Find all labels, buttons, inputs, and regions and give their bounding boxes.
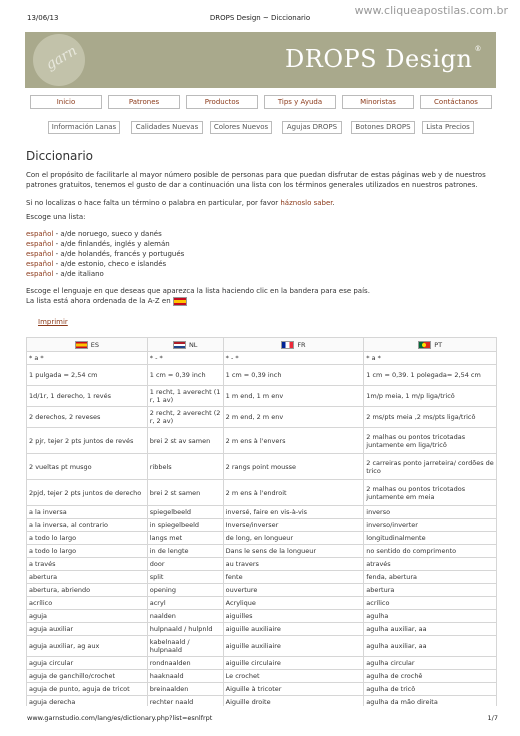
table-cell: ouverture (223, 584, 364, 597)
subnav-agujas-drops[interactable]: Agujas DROPS (282, 121, 342, 134)
list-item (26, 229, 496, 239)
table-cell: agulha de crochê (364, 670, 497, 683)
france-flag-icon (281, 341, 294, 349)
list-desc: - a/de holandés, francés y portugués (53, 250, 185, 258)
table-row (27, 365, 497, 386)
table-cell: brei 2 st av samen (147, 428, 223, 454)
table-cell: através (364, 558, 497, 571)
table-header-row (27, 338, 497, 352)
table-cell: brei 2 st samen (147, 480, 223, 506)
header-pt[interactable] (364, 338, 497, 352)
table-cell: agulha circular (364, 657, 497, 670)
table-cell: * - * (223, 352, 364, 365)
print-url: www.garnstudio.com/lang/es/dictionary.php?list=esnlfrpt (27, 714, 213, 722)
netherlands-flag-icon (173, 341, 186, 349)
table-cell: 2 pjr, tejer 2 pts juntos de revés (27, 428, 148, 454)
list-item (26, 269, 496, 279)
table-cell: 1d/1r, 1 derecho, 1 revés (27, 386, 148, 407)
table-row (27, 670, 497, 683)
table-cell: 1 cm = 0,39 inch (147, 365, 223, 386)
main-nav (30, 95, 492, 109)
table-row (27, 480, 497, 506)
table-row (27, 532, 497, 545)
table-cell: in spiegelbeeld (147, 519, 223, 532)
watermark: www.cliqueapostilas.com.br (354, 4, 508, 17)
table-cell: aiguille circulaire (223, 657, 364, 670)
table-cell: aguja auxiliar, ag aux (27, 636, 148, 657)
list-item (26, 259, 496, 269)
table-row (27, 407, 497, 428)
list-link-espanol[interactable]: español (26, 250, 54, 258)
table-cell: de long, en longueur (223, 532, 364, 545)
table-cell: agulha (364, 610, 497, 623)
list-link-espanol[interactable]: español (26, 270, 54, 278)
table-cell: agulha auxiliar, aa (364, 636, 497, 657)
list-desc: - a/de italiano (53, 270, 104, 278)
table-cell: langs met (147, 532, 223, 545)
table-cell: Aiguille à tricoter (223, 683, 364, 696)
print-date: 13/06/13 (27, 14, 59, 22)
table-cell: 1 cm = 0,39 inch (223, 365, 364, 386)
table-row (27, 519, 497, 532)
table-cell: 1 pulgada = 2,54 cm (27, 365, 148, 386)
registered-mark: ® (474, 45, 482, 53)
table-cell: acrílico (27, 597, 148, 610)
portugal-flag-icon (418, 341, 431, 349)
table-cell: aguja derecha (27, 696, 148, 709)
brand-name (285, 45, 482, 73)
table-cell: aguja circular (27, 657, 148, 670)
nav-inicio[interactable]: Inicio (30, 95, 102, 109)
table-cell: a todo lo largo (27, 532, 148, 545)
table-cell: 2 derechos, 2 reveses (27, 407, 148, 428)
table-row (27, 545, 497, 558)
nav-productos[interactable]: Productos (186, 95, 258, 109)
table-cell: 1m/p meia, 1 m/p liga/tricô (364, 386, 497, 407)
list-desc: - a/de finlandés, inglés y alemán (53, 240, 170, 248)
spain-flag-icon[interactable] (173, 297, 187, 306)
table-cell: inverso/inverter (364, 519, 497, 532)
table-cell: abertura (27, 571, 148, 584)
table-row (27, 428, 497, 454)
list-link-espanol[interactable]: español (26, 240, 54, 248)
contact-link[interactable]: háznoslo saber (280, 199, 333, 207)
ordered-text (26, 296, 496, 306)
brand-text: DROPS Design (285, 45, 473, 73)
table-cell: 2 m ens à l'envers (223, 428, 364, 454)
table-cell: a la inversa, al contrario (27, 519, 148, 532)
table-cell: 1 cm = 0,39. 1 polegada= 2,54 cm (364, 365, 497, 386)
table-cell: * a * (364, 352, 497, 365)
missing-end: . (332, 199, 335, 207)
subnav-lista-precios[interactable]: Lista Precios (422, 121, 474, 134)
table-cell: fente (223, 571, 364, 584)
table-cell: aguja de ganchillo/crochet (27, 670, 148, 683)
table-cell: 2 malhas ou pontos tricotadas juntamente em liga/tricô (364, 428, 497, 454)
table-cell: 2 recht, 2 averecht (2 r, 2 av) (147, 407, 223, 428)
table-cell: 2 m end, 2 m env (223, 407, 364, 428)
header-fr[interactable] (223, 338, 364, 352)
choose-language-text: Escoge el lenguaje en que deseas que aparezca la lista haciendo clic en la bandera para ese país. (26, 287, 370, 295)
table-cell: au travers (223, 558, 364, 571)
site-banner (25, 32, 496, 88)
table-row (27, 558, 497, 571)
table-cell: inverso (364, 506, 497, 519)
table-cell: abertura (364, 584, 497, 597)
header-label: FR (297, 340, 306, 349)
list-link-espanol[interactable]: español (26, 260, 54, 268)
table-cell: a todo lo largo (27, 545, 148, 558)
table-cell: in de lengte (147, 545, 223, 558)
table-cell: agulha da mão direita (364, 696, 497, 709)
table-cell: a través (27, 558, 148, 571)
table-row (27, 584, 497, 597)
missing-term-text (26, 198, 496, 208)
table-cell: Dans le sens de la longueur (223, 545, 364, 558)
logo-text: garn (43, 42, 80, 74)
list-link-espanol[interactable]: español (26, 230, 54, 238)
header-es[interactable] (27, 338, 148, 352)
garn-logo[interactable] (33, 34, 85, 86)
table-cell: aiguille auxiliaire (223, 636, 364, 657)
intro-text: Con el propósito de facilitarle al mayor número posible de personas para que puedan disfrutar de estas páginas web y de nuestros patrones gratuitos, tenemos el gusto de dar a continuación una lista con los términos generales utilizados en nuestros patrones. (26, 171, 486, 189)
subnav-informacion-lanas[interactable]: Información Lanas (48, 121, 120, 134)
table-row (27, 657, 497, 670)
table-cell: acryl (147, 597, 223, 610)
missing-text: Si no localizas o hace falta un término o palabra en particular, por favor (26, 199, 281, 207)
table-cell: 2 ms/pts meia ,2 ms/pts liga/tricô (364, 407, 497, 428)
table-cell: 2 vueltas pt musgo (27, 454, 148, 480)
table-row (27, 352, 497, 365)
table-cell: agulha auxiliar, aa (364, 623, 497, 636)
table-cell: a la inversa (27, 506, 148, 519)
table-row (27, 386, 497, 407)
table-cell: Inverse/inverser (223, 519, 364, 532)
list-desc: - a/de noruego, sueco y danés (53, 230, 162, 238)
subnav-botones-drops[interactable]: Botones DROPS (351, 121, 415, 134)
table-row (27, 610, 497, 623)
table-cell: inversé, faire en vis-à-vis (223, 506, 364, 519)
print-header (0, 0, 520, 26)
table-cell: spiegelbeeld (147, 506, 223, 519)
table-cell: rondnaalden (147, 657, 223, 670)
list-item (26, 239, 496, 249)
dictionary-table (26, 337, 497, 709)
nav-contactanos[interactable]: Contáctanos (420, 95, 492, 109)
nav-minoristas[interactable]: Minoristas (342, 95, 414, 109)
table-row (27, 683, 497, 696)
page-number: 1/7 (487, 714, 498, 722)
table-cell: Acrylique (223, 597, 364, 610)
table-cell: kabelnaald / hulpnaald (147, 636, 223, 657)
table-cell: 2 rangs point mousse (223, 454, 364, 480)
table-cell: agulha de tricô (364, 683, 497, 696)
header-nl[interactable] (147, 338, 223, 352)
table-cell: rechter naald (147, 696, 223, 709)
sub-nav (48, 121, 478, 134)
table-row (27, 571, 497, 584)
header-label: ES (90, 340, 99, 349)
table-cell: opening (147, 584, 223, 597)
table-row (27, 597, 497, 610)
table-cell: aguja auxiliar (27, 623, 148, 636)
table-row (27, 636, 497, 657)
table-row (27, 623, 497, 636)
table-cell: hulpnaald / hulpnld (147, 623, 223, 636)
table-row (27, 506, 497, 519)
table-cell: aguja de punto, aguja de tricot (27, 683, 148, 696)
table-cell: abertura, abriendo (27, 584, 148, 597)
spain-flag-icon (75, 341, 88, 349)
table-cell: aiguille auxiliaire (223, 623, 364, 636)
page-title: Diccionario (26, 149, 94, 163)
table-cell: split (147, 571, 223, 584)
list-item (26, 249, 496, 259)
table-cell: 2 carreiras ponto jarreteira/ cordões de trico (364, 454, 497, 480)
print-link[interactable]: Imprimir (38, 318, 68, 326)
table-cell: Aiguille droite (223, 696, 364, 709)
table-cell: 2 m ens à l'endroit (223, 480, 364, 506)
ordered-label: La lista está ahora ordenada de la A-Z en (26, 297, 171, 305)
choose-list-label: Escoge una lista: (26, 213, 86, 221)
table-cell: * a * (27, 352, 148, 365)
table-cell: longitudinalmente (364, 532, 497, 545)
table-cell: 1 m end, 1 m env (223, 386, 364, 407)
nav-tips-ayuda[interactable]: Tips y Ayuda (264, 95, 336, 109)
table-cell: * - * (147, 352, 223, 365)
page-cut (26, 706, 497, 714)
table-cell: Le crochet (223, 670, 364, 683)
table-cell: 1 recht, 1 averecht (1 r, 1 av) (147, 386, 223, 407)
table-cell: naalden (147, 610, 223, 623)
header-label: PT (434, 340, 443, 349)
table-row (27, 454, 497, 480)
print-title: DROPS Design ~ Diccionario (209, 14, 311, 22)
table-cell: aguja (27, 610, 148, 623)
table-cell: door (147, 558, 223, 571)
table-cell: haaknaald (147, 670, 223, 683)
table-cell: no sentido do comprimento (364, 545, 497, 558)
header-label: NL (188, 340, 198, 349)
table-cell: 2pjd, tejer 2 pts juntos de derecho (27, 480, 148, 506)
table-cell: acrílico (364, 597, 497, 610)
table-cell: 2 malhas ou pontos tricotados juntamente em meia (364, 480, 497, 506)
subnav-colores-nuevos[interactable]: Colores Nuevos (210, 121, 272, 134)
nav-patrones[interactable]: Patrones (108, 95, 180, 109)
subnav-calidades-nuevas[interactable]: Calidades Nuevas (131, 121, 203, 134)
table-cell: aiguilles (223, 610, 364, 623)
list-desc: - a/de estonio, checo e islandés (53, 260, 167, 268)
table-cell: fenda, abertura (364, 571, 497, 584)
table-cell: ribbels (147, 454, 223, 480)
table-cell: breinaalden (147, 683, 223, 696)
